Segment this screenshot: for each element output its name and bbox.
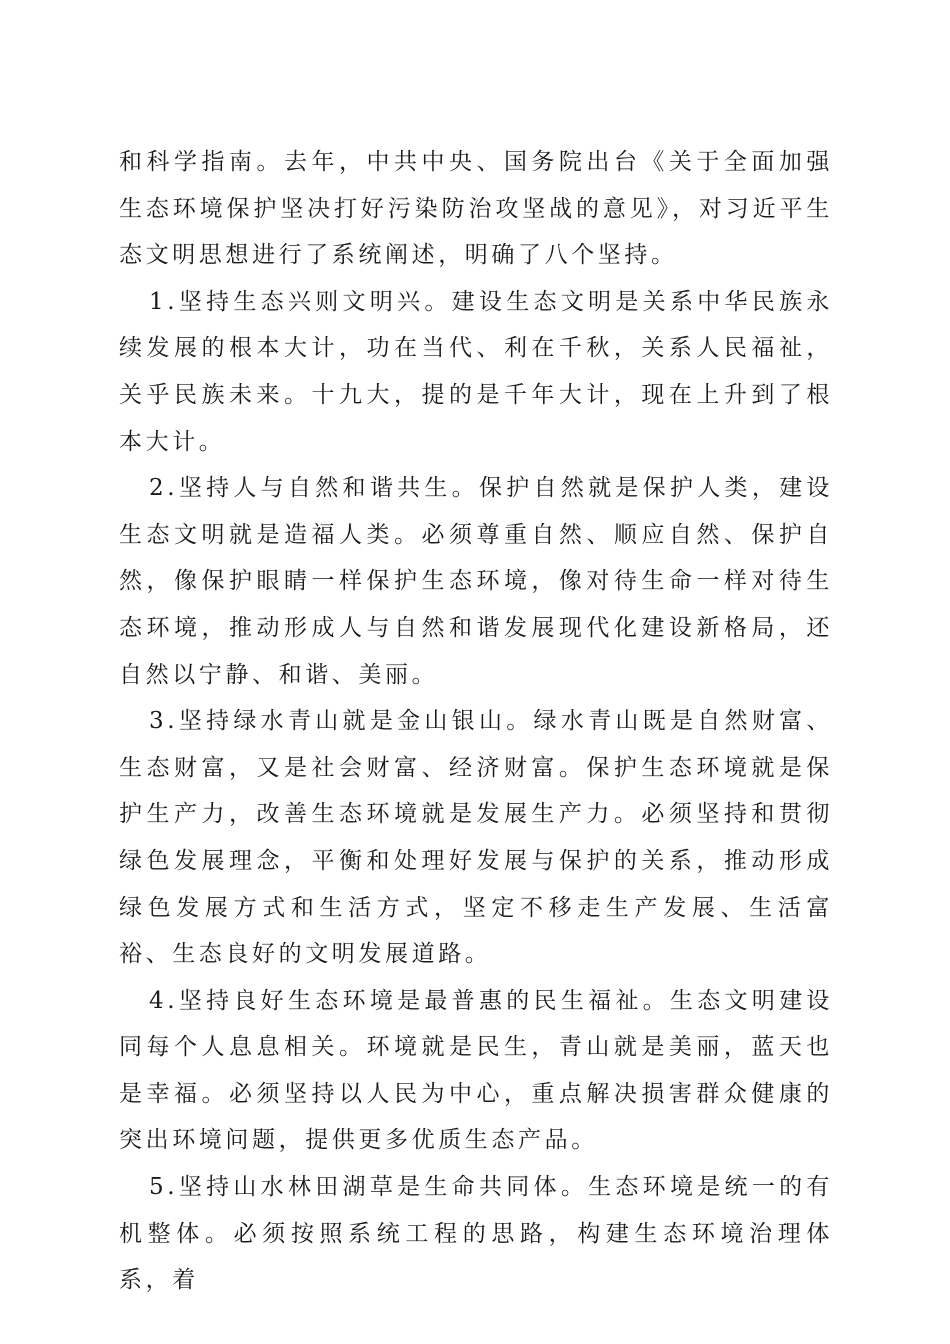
paragraph-point-1: 1.坚持生态兴则文明兴。建设生态文明是关系中华民族永续发展的根本大计，功在当代、利在千秋，关系人民福祉，关乎民族未来。十九大，提的是千年大计，现在上升到了根本大计。: [119, 288, 833, 455]
paragraph-point-5: 5.坚持山水林田湖草是生命共同体。生态环境是统一的有机整体。必须按照系统工程的思路，构建生态环境治理体系，着: [119, 1174, 833, 1294]
paragraph-intro: 和科学指南。去年，中共中央、国务院出台《关于全面加强生态环境保护坚决打好污染防治攻坚战的意见》，对习近平生态文明思想进行了系统阐述，明确了八个坚持。: [119, 149, 833, 269]
paragraph-point-4: 4.坚持良好生态环境是最普惠的民生福祉。生态文明建设同每个人息息相关。环境就是民生，青山就是美丽，蓝天也是幸福。必须坚持以人民为中心，重点解决损害群众健康的突出环境问题，提供更多优质生态产品。: [119, 987, 833, 1154]
paragraph-point-2: 2.坚持人与自然和谐共生。保护自然就是保护人类，建设生态文明就是造福人类。必须尊重自然、顺应自然、保护自然，像保护眼睛一样保护生态环境，像对待生命一样对待生态环境，推动形成人与自然和谐发展现代化建设新格局，还自然以宁静、和谐、美丽。: [119, 475, 833, 688]
body-text: [119, 139, 833, 1304]
paragraph-point-3: 3.坚持绿水青山就是金山银山。绿水青山既是自然财富、生态财富，又是社会财富、经济财富。保护生态环境就是保护生产力，改善生态环境就是发展生产力。必须坚持和贯彻绿色发展理念，平衡和处理好发展与保护的关系，推动形成绿色发展方式和生活方式，坚定不移走生产发展、生活富裕、生态良好的文明发展道路。: [119, 708, 833, 968]
